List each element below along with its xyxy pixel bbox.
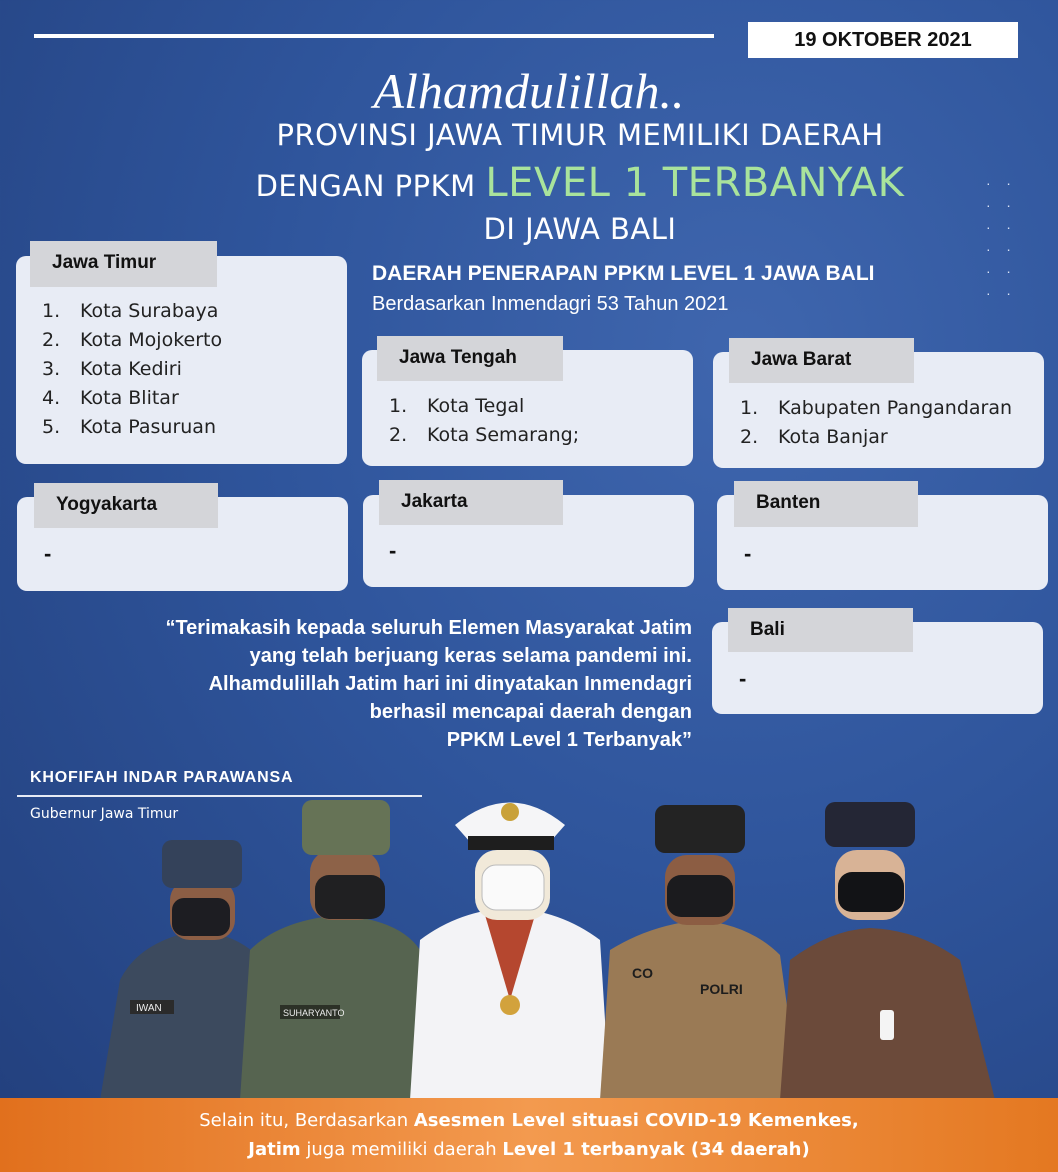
officials-group-photo <box>100 780 1010 1100</box>
greeting-title: Alhamdulillah.. <box>373 63 685 119</box>
list-item: 1. Kabupaten Pangandaran <box>740 397 1013 419</box>
tab-bali: Bali <box>728 608 913 652</box>
value-banten: - <box>744 541 752 566</box>
list-item: 1. Kota Surabaya <box>42 300 219 322</box>
list-jawa-barat <box>740 394 1040 452</box>
section-subtitle: Berdasarkan Inmendagri 53 Tahun 2021 <box>372 293 729 315</box>
footer-line-1: Selain itu, Berdasarkan Asesmen Level situasi COVID-19 Kemenkes, <box>199 1110 859 1131</box>
governor-role: Gubernur Jawa Timur <box>30 806 179 822</box>
date-badge: 19 OKTOBER 2021 <box>748 22 1018 58</box>
headline-line-2 <box>0 160 1058 206</box>
list-jawa-timur <box>42 297 342 442</box>
list-item: 4. Kota Blitar <box>42 387 179 409</box>
section-title: DAERAH PENERAPAN PPKM LEVEL 1 JAWA BALI <box>372 262 875 285</box>
list-item: 2. Kota Banjar <box>740 426 888 448</box>
footer-banner <box>0 1098 1058 1172</box>
nametag-2: SUHARYANTO <box>283 1008 345 1018</box>
headline-line-3: DI JAWA BALI <box>483 212 677 246</box>
headline-level-highlight: LEVEL 1 TERBANYAK <box>485 160 905 206</box>
list-item: 2. Kota Semarang; <box>389 424 580 446</box>
top-divider-line <box>34 34 714 38</box>
footer-line-2: Jatim juga memiliki daerah Level 1 terbanyak (34 daerah) <box>248 1139 810 1160</box>
agency-label: POLRI <box>700 981 743 997</box>
headline-line-1: PROVINSI JAWA TIMUR MEMILIKI DAERAH <box>276 118 884 152</box>
list-item: 5. Kota Pasuruan <box>42 416 216 438</box>
official-figure <box>410 803 610 1101</box>
nametag-4: CO <box>632 965 653 981</box>
governor-name: KHOFIFAH INDAR PARAWANSA <box>30 769 294 786</box>
tab-banten: Banten <box>734 481 918 527</box>
official-figure <box>240 800 430 1100</box>
list-item: 2. Kota Mojokerto <box>42 329 223 351</box>
tab-yogyakarta: Yogyakarta <box>34 483 218 528</box>
nametag-1: IWAN <box>136 1003 162 1014</box>
value-jakarta: - <box>389 538 397 563</box>
tab-jawa-timur: Jawa Timur <box>30 241 217 287</box>
tab-jakarta: Jakarta <box>379 480 563 525</box>
list-jawa-tengah <box>389 392 689 450</box>
list-item: 3. Kota Kediri <box>42 358 182 380</box>
decorative-dots: · · · · · · · · · · · · <box>986 175 1011 301</box>
official-figure <box>600 805 800 1100</box>
value-yogyakarta: - <box>44 541 52 566</box>
value-bali: - <box>739 666 747 691</box>
tab-jawa-barat: Jawa Barat <box>729 338 914 383</box>
official-figure <box>780 802 995 1100</box>
tab-jawa-tengah: Jawa Tengah <box>377 336 563 381</box>
list-item: 1. Kota Tegal <box>389 395 525 417</box>
headline-prefix: DENGAN PPKM <box>255 169 476 203</box>
governor-quote: “Terimakasih kepada seluruh Elemen Masyarakat Jatim yang telah berjuang keras selama pandemi ini. Alhamdulillah Jatim hari ini dinyatakan Inmendagri berhasil mencapai daerah dengan PPKM Level 1 Terbanyak” <box>165 617 692 751</box>
